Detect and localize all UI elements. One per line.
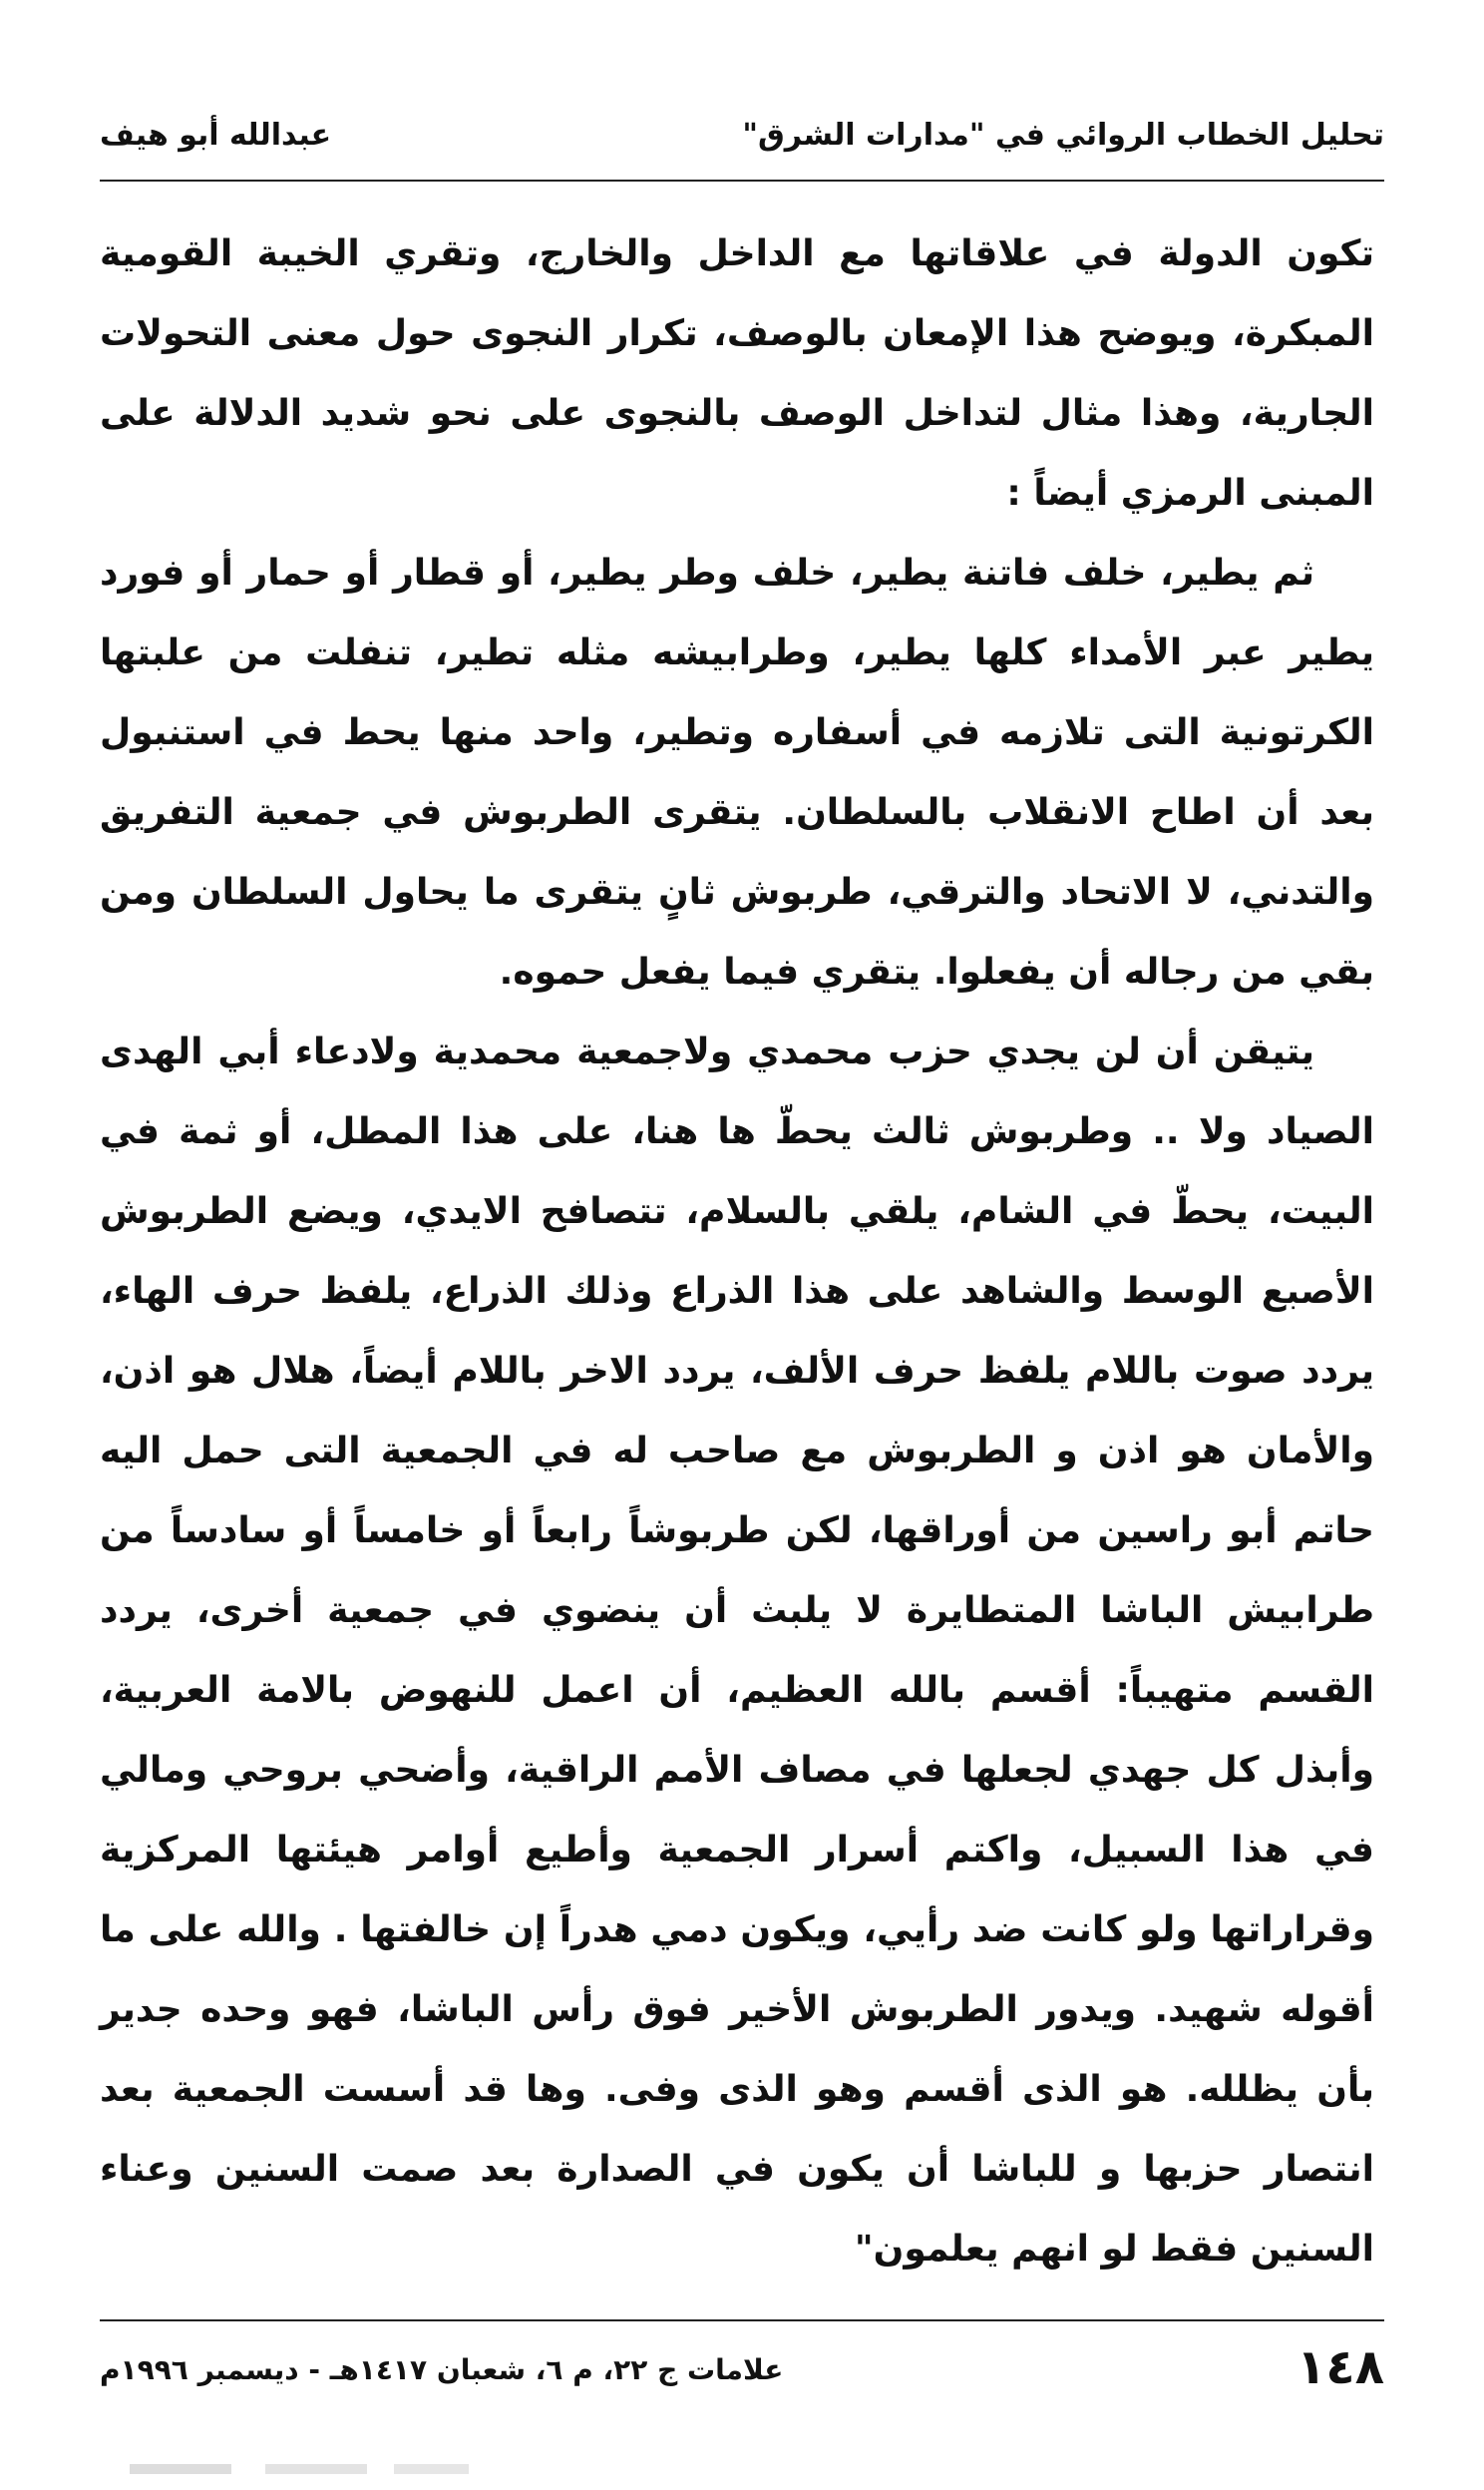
paragraph: ثم يطير، خلف فاتنة يطير، خلف وطر يطير، أو قطار أو حمار أو فورد يطير عبر الأمداء كلها يطير، وطرابيشه مثله تطير، تنفلت من علبتها الكرتونية التى تلازمه في أسفاره وتطير، واحد منها يحط في استنبول بعد أن اطاح الانقلاب بالسلطان. يتقرى الطربوش في جمعية التفريق والتدني، لا الاتحاد والترقي، طربوش ثانٍ يتقرى ما يحاول السلطان ومن بقي من رجاله أن يفعلوا. يتقري فيما يفعل حموه. xyxy=(100,553,1374,993)
scan-artifact xyxy=(130,2464,469,2474)
page-footer xyxy=(100,2339,1384,2419)
footer-divider xyxy=(100,2319,1384,2321)
page-number: ١٤٨ xyxy=(1297,2339,1384,2395)
header-divider xyxy=(100,180,1384,182)
author-name: عبدالله أبو هيف xyxy=(100,118,332,153)
paragraph: يتيقن أن لن يجدي حزب محمدي ولاجمعية محمدية ولادعاء أبي الهدى الصياد ولا .. وطربوش ثالث يحطّ ها هنا، على هذا المطل، أو ثمة في البيت، يحطّ في الشام، يلقي بالسلام، تتصافح الايدي، ويضع الطربوش الأصبع الوسط والشاهد على هذا الذراع وذلك الذراع، يلفظ حرف الهاء، يردد صوت باللام يلفظ حرف الألف، يردد الاخر باللام أيضاً، هلال هو اذن، والأمان هو اذن و الطربوش مع صاحب له في الجمعية التى حمل اليه حاتم أبو راسين من أوراقها، لكن طربوشاً رابعاً أو خامساً أو سادساً من طرابيش الباشا المتطايرة لا يلبث أن ينضوي في جمعية أخرى، يردد القسم متهيباً: أقسم بالله العظيم، أن اعمل للنهوض بالامة العربية، وأبذل كل جهدي لجعلها في مصاف الأمم الراقية، وأضحي بروحي ومالي في هذا السبيل، واكتم أسرار الجمعية وأطيع أوامر هيئتها المركزية وقراراتها ولو كانت ضد رأيي، ويكون دمي هدراً إن خالفتها . والله على ما أقوله شهيد. ويدور الطربوش الأخير فوق رأس الباشا، فهو وحده جدير بأن يظلله. هو الذى أقسم وهو الذى وفى. وها قد أسست الجمعية بعد انتصار حزبها و للباشا أن يكون في الصدارة بعد صمت السنين وعناء السنين فقط لو انهم يعلمون" xyxy=(100,1032,1374,2270)
body-text xyxy=(100,214,1374,2289)
running-header xyxy=(100,112,1384,172)
journal-citation: علامات ج ٢٢، م ٦، شعبان ١٤١٧هـ - ديسمبر ١٩٩٦م xyxy=(100,2353,784,2386)
book-title: تحليل الخطاب الروائي في "مدارات الشرق" xyxy=(742,118,1384,153)
paragraph: تكون الدولة في علاقاتها مع الداخل والخارج، وتقري الخيبة القومية المبكرة، ويوضح هذا الإمعان بالوصف، تكرار النجوى حول معنى التحولات الجارية، وهذا مثال لتداخل الوصف بالنجوى على نحو شديد الدلالة على المبنى الرمزي أيضاً : xyxy=(100,233,1374,514)
